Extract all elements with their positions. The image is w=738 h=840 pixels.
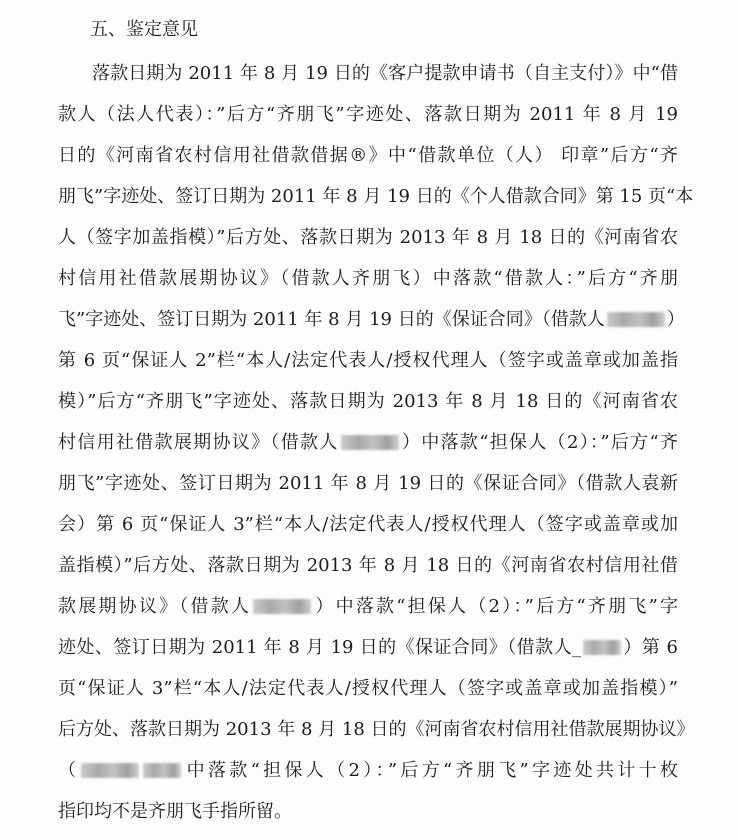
paragraph-line-19: 指印均不是齐朋飞手指所留。 [58, 801, 292, 822]
paragraph-line-16: 页“保证人 3”栏“本人/法定代表人/授权代理人（签字或盖章或加盖指模）” [58, 678, 678, 699]
paragraph-line-7 [58, 306, 685, 334]
line-14-text-b: ）中落款“担保人（2）：”后方“齐朋飞”字 [313, 596, 678, 617]
paragraph-line-6: 村信用社借款展期协议》（借款人齐朋飞）中落款“借款人：”后方“齐朋 [58, 268, 678, 289]
line-7-text-b: ） [666, 309, 685, 330]
paragraph-line-4: 朋飞”字迹处、签订日期为 2011 年 8 月 19 日的《个人借款合同》第 15 页“本 [58, 186, 694, 207]
paragraph-line-9: 模）”后方“齐朋飞”字迹处、落款日期为 2013 年 8 月 18 日的《河南省农 [58, 391, 678, 412]
redacted-name-block [81, 763, 139, 778]
paragraph-line-2: 款人（法人代表）：”后方“齐朋飞”字迹处、落款日期为 2011 年 8 月 19 [58, 104, 678, 125]
redacted-name-block [607, 312, 665, 327]
redacted-name-block [143, 763, 181, 778]
paragraph-line-14 [58, 593, 678, 621]
paragraph-line-12: 会）第 6 页“保证人 3”栏“本人/法定代表人/授权代理人（签字或盖章或加 [58, 514, 678, 535]
line-10-text-b: ）中落款“担保人（2）：”后方“齐 [400, 432, 679, 453]
paragraph-line-18 [58, 757, 678, 785]
section-heading: 五、鉴定意见 [90, 19, 198, 40]
paragraph-line-8: 第 6 页“保证人 2”栏“本人/法定代表人/授权代理人（签字或盖章或加盖指 [58, 350, 678, 371]
line-18-text-a: （ [58, 760, 80, 781]
paragraph-line-15 [58, 634, 678, 662]
redacted-name-block [253, 599, 311, 614]
paragraph-line-13: 盖指模）”后方处、落款日期为 2013 年 8 月 18 日的《河南省农村信用社借 [58, 555, 678, 576]
redacted-name-block [583, 640, 621, 655]
line-14-text-a: 款展期协议》（借款人 [58, 596, 252, 617]
paragraph-line-1: 落款日期为 2011 年 8 月 19 日的《客户提款申请书（自主支付）》中“借 [92, 63, 678, 84]
paragraph-line-3: 日的《河南省农村信用社借款借据®》中“借款单位（人） 印章”后方“齐 [58, 145, 678, 166]
line-18-text-b: 中落款“担保人（2）：”后方“齐朋飞”字迹处共计十枚 [183, 760, 678, 781]
line-7-text-a: 飞”字迹处、签订日期为 2011 年 8 月 19 日的《保证合同》（借款人 [58, 309, 605, 330]
paragraph-line-5: 人（签字加盖指模）”后方处、落款日期为 2013 年 8 月 18 日的《河南省农 [58, 227, 678, 248]
paragraph-line-17: 后方处、落款日期为 2013 年 8 月 18 日的《河南省农村信用社借款展期协议》 [58, 719, 695, 740]
paragraph-line-11: 朋飞”字迹处、签订日期为 2011 年 8 月 19 日的《保证合同》（借款人袁新 [58, 473, 678, 494]
paragraph-line-10 [58, 429, 678, 457]
line-15-text-b: ）第 6 [623, 637, 678, 658]
line-15-text-a: 迹处、签订日期为 2011 年 8 月 19 日的《保证合同》（借款人_ [58, 637, 582, 658]
redacted-name-block [341, 435, 399, 450]
line-10-text-a: 村信用社借款展期协议》（借款人 [58, 432, 339, 453]
